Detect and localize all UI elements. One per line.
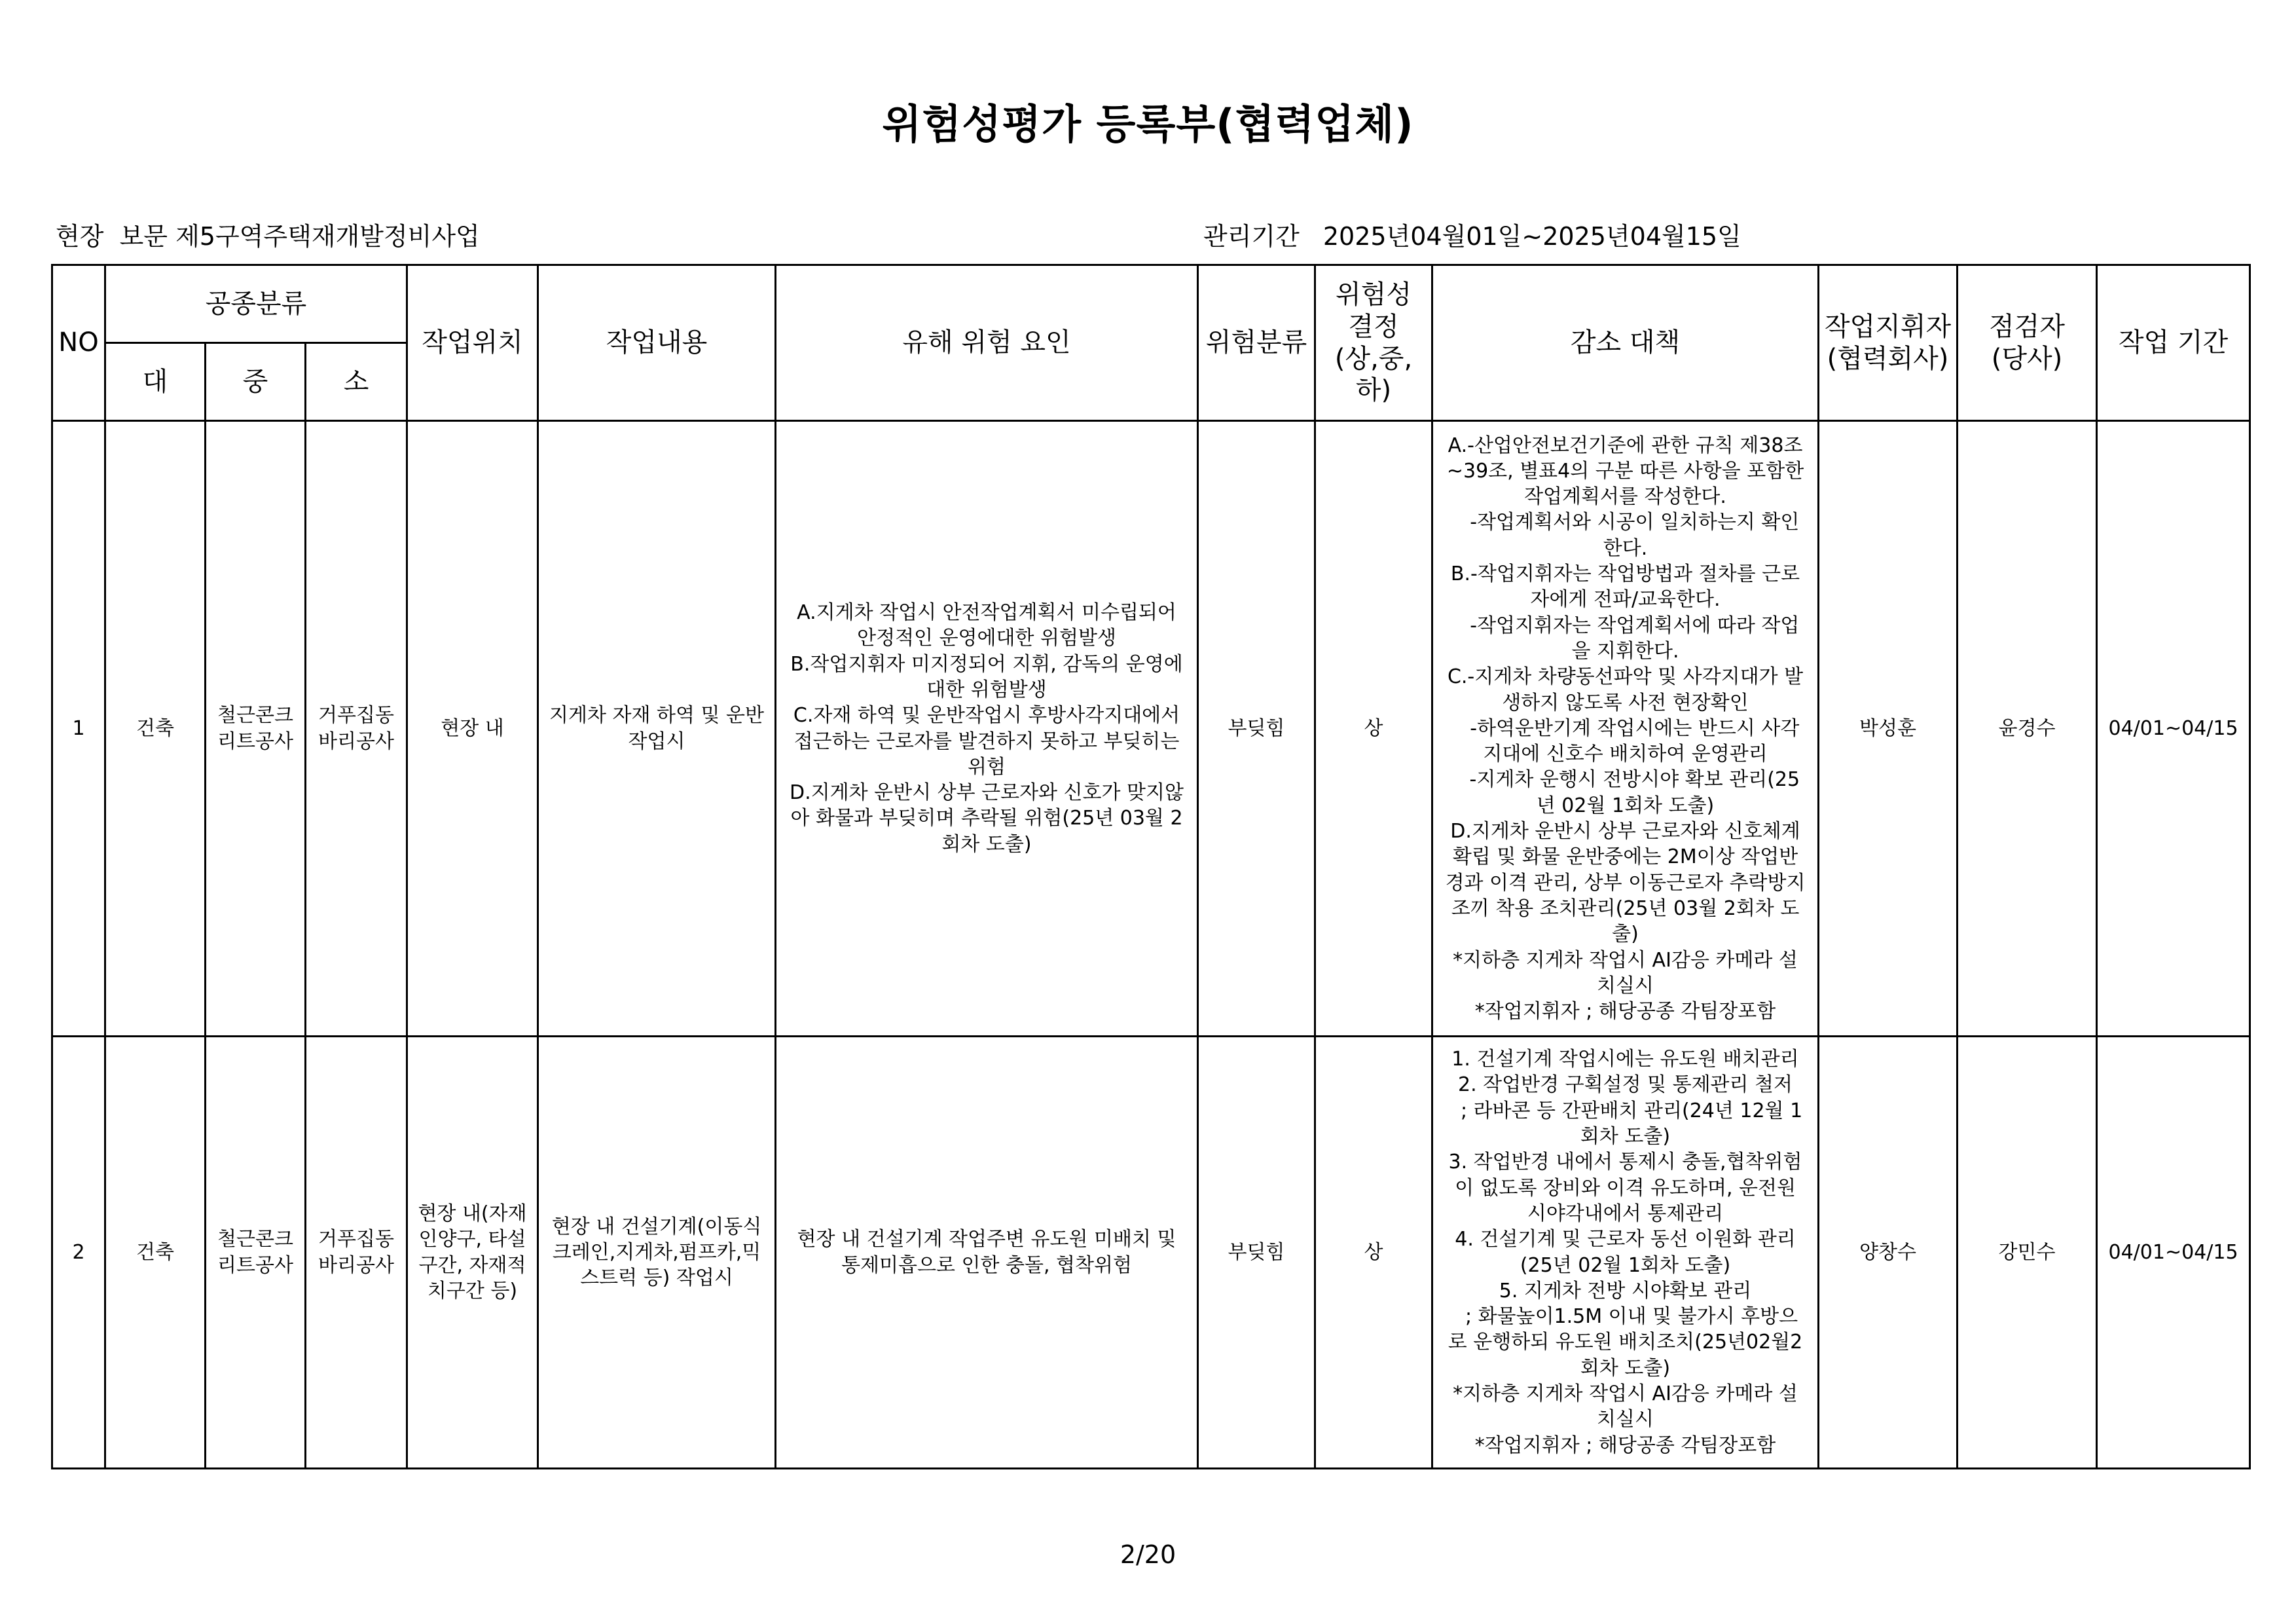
cell-risk-level: 상 bbox=[1315, 421, 1432, 1037]
cell-risk-type: 부딪힘 bbox=[1198, 421, 1315, 1037]
cell-no: 2 bbox=[52, 1037, 105, 1469]
header-inspector: 점검자 (당사) bbox=[1958, 265, 2097, 421]
cell-risk-level: 상 bbox=[1315, 1037, 1432, 1469]
cell-inspector: 윤경수 bbox=[1958, 421, 2097, 1037]
table-row bbox=[52, 1037, 2250, 1469]
cell-hazard: A.지게차 작업시 안전작업계획서 미수립되어 안정적인 운영에대한 위험발생 B.작업지휘자 미지정되어 지휘, 감독의 운영에 대한 위험발생 C.자재 하역 및 운반작업시 후방사각지대에서 접근하는 근로자를 발견하지 못하고 부딪히는 위험 D.지게차 운반시 상부 근로자와 신호가 맞지않 아 화물과 부딪히며 추락될 위험(25년 03월 2 회차 도출) bbox=[776, 421, 1198, 1037]
header-supervisor: 작업지휘자 (협력회사) bbox=[1819, 265, 1958, 421]
header-location: 작업위치 bbox=[407, 265, 538, 421]
cell-large: 건축 bbox=[105, 421, 206, 1037]
cell-measures: 1. 건설기계 작업시에는 유도원 배치관리 2. 작업반경 구획설정 및 통제관리 철저 ; 라바콘 등 간판배치 관리(24년 12월 1 회차 도출) 3. 작업반경 내에서 통제시 충돌,협착위험 이 없도록 장비와 이격 유도하며, 운전원 시야각내에서 통제관리 4. 건설기계 및 근로자 동선 이원화 관리 (25년 02월 1회차 도출) 5. 지게차 전방 시야확보 관리 ; 화물높이1.5M 이내 및 불가시 후방으 로 운행하되 유도원 배치조치(25년02월2 회차 도출) *지하층 지게차 작업시 AI감응 카메라 설 치실시 *작업지휘자 ; 해당공종 각팀장포함 bbox=[1432, 1037, 1819, 1469]
risk-register-table bbox=[51, 264, 2251, 1469]
page-number: 2/20 bbox=[1120, 1540, 1176, 1569]
cell-period: 04/01~04/15 bbox=[2097, 1037, 2250, 1469]
cell-large: 건축 bbox=[105, 1037, 206, 1469]
header-period: 작업 기간 bbox=[2097, 265, 2250, 421]
site-name: 보문 제5구역주택재개발정비사업 bbox=[119, 222, 480, 251]
period-value: 2025년04월01일~2025년04월15일 bbox=[1322, 222, 1741, 251]
cell-measures: A.-산업안전보건기준에 관한 규칙 제38조 ~39조, 별표4의 구분 따른 사항을 포함한 작업계획서를 작성한다. -작업계획서와 시공이 일치하는지 확인 한다. B.-작업지휘자는 작업방법과 절차를 근로 자에게 전파/교육한다. -작업지휘자는 작업계획서에 따라 작업 을 지휘한다. C.-지게차 차량동선파악 및 사각지대가 발 생하지 않도록 사전 현장확인 -하역운반기계 작업시에는 반드시 사각 지대에 신호수 배치하여 운영관리 -지게차 운행시 전방시야 확보 관리(25 년 02월 1회차 도출) D.지게차 운반시 상부 근로자와 신호체계 확립 및 화물 운반중에는 2M이상 작업반 경과 이격 관리, 상부 이동근로자 추락방지 조끼 착용 조치관리(25년 03월 2회차 도 출) *지하층 지게차 작업시 AI감응 카메라 설 치실시 *작업지휘자 ; 해당공종 각팀장포함 bbox=[1432, 421, 1819, 1037]
header-cat-small: 소 bbox=[306, 343, 407, 421]
cell-inspector: 강민수 bbox=[1958, 1037, 2097, 1469]
cell-small: 거푸집동 바리공사 bbox=[306, 1037, 407, 1469]
cell-work: 지게차 자재 하역 및 운반 작업시 bbox=[538, 421, 776, 1037]
period-label: 관리기간 bbox=[1203, 222, 1300, 251]
header-cat-mid: 중 bbox=[206, 343, 306, 421]
cell-supervisor: 박성훈 bbox=[1819, 421, 1958, 1037]
table-row bbox=[52, 421, 2250, 1037]
cell-small: 거푸집동 바리공사 bbox=[306, 421, 407, 1037]
header-measures: 감소 대책 bbox=[1432, 265, 1819, 421]
cell-location: 현장 내(자재 인양구, 타설 구간, 자재적 치구간 등) bbox=[407, 1037, 538, 1469]
management-period bbox=[1203, 216, 1741, 252]
site-info bbox=[56, 216, 480, 252]
cell-mid: 철근콘크 리트공사 bbox=[206, 421, 306, 1037]
header-risk-type: 위험분류 bbox=[1198, 265, 1315, 421]
cell-risk-type: 부딪힘 bbox=[1198, 1037, 1315, 1469]
cell-period: 04/01~04/15 bbox=[2097, 421, 2250, 1037]
cell-no: 1 bbox=[52, 421, 105, 1037]
document-title: 위험성평가 등록부(협력업체) bbox=[882, 100, 1414, 148]
cell-location: 현장 내 bbox=[407, 421, 538, 1037]
header-risk-level: 위험성 결정 (상,중, 하) bbox=[1315, 265, 1432, 421]
cell-work: 현장 내 건설기계(이동식 크레인,지게차,펌프카,믹 스트럭 등) 작업시 bbox=[538, 1037, 776, 1469]
header-row-1 bbox=[52, 265, 2250, 343]
header-cat-large: 대 bbox=[105, 343, 206, 421]
header-work: 작업내용 bbox=[538, 265, 776, 421]
site-label: 현장 bbox=[56, 222, 104, 251]
header-no: NO bbox=[52, 265, 105, 421]
cell-hazard: 현장 내 건설기계 작업주변 유도원 미배치 및 통제미흡으로 인한 충돌, 협착위험 bbox=[776, 1037, 1198, 1469]
cell-supervisor: 양창수 bbox=[1819, 1037, 1958, 1469]
header-hazard: 유해 위험 요인 bbox=[776, 265, 1198, 421]
header-category: 공종분류 bbox=[105, 265, 407, 343]
cell-mid: 철근콘크 리트공사 bbox=[206, 1037, 306, 1469]
